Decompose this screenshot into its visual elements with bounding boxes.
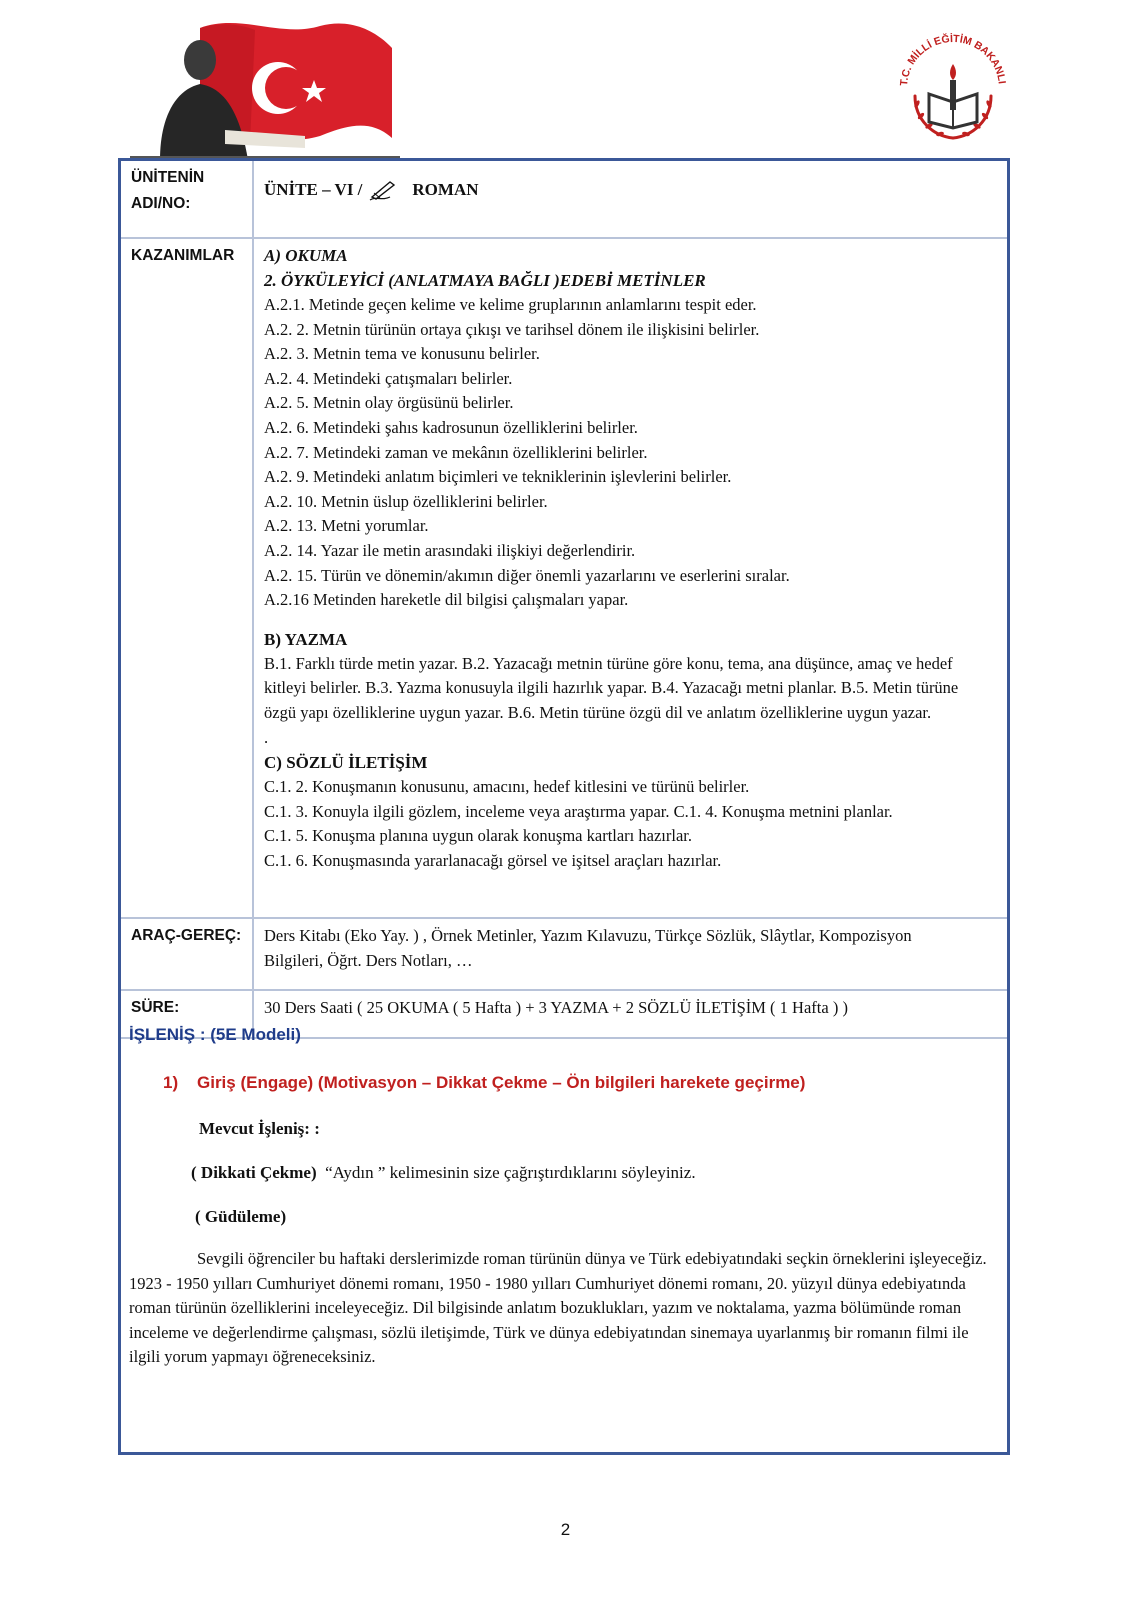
list-item: A.2. 14. Yazar ile metin arasındaki ilişkiyi değerlendirir. [264, 540, 636, 560]
lesson-plan-table [121, 161, 1007, 1039]
guduleme-label: ( Güdüleme) [195, 1207, 287, 1226]
kazanimlar-value [254, 239, 1007, 917]
sure-value: 30 Ders Saati ( 25 OKUMA ( 5 Hafta ) + 3 YAZMA + 2 SÖZLÜ İLETİŞİM ( 1 Hafta ) ) [264, 998, 848, 1017]
list-item: A.2. 6. Metindeki şahıs kadrosunun özelliklerini belirler. [264, 417, 638, 437]
yazma-text: B.1. Farklı türde metin yazar. B.2. Yazacağı metnin türüne göre konu, tema, ana düşünce, amaç ve hedef kitleyi belirler. B.3. Yazma konusuyla ilgili hazırlık yapar. B.4. Yazacağı metni planlar. B.5. Metin türüne özgü yapı özelliklerine uygun yazar. B.6. Metin türüne özgü dil ve anlatım özelliklerine uygun yazar. [264, 653, 959, 722]
arac-gerec-value: Ders Kitabı (Eko Yay. ) , Örnek Metinler, Yazım Kılavuzu, Türkçe Sözlük, Slâytlar, Kompozisyon Bilgileri, Öğrt. Ders Notları, … [264, 926, 912, 970]
header-flag-illustration [130, 18, 400, 160]
list-item: C.1. 6. Konuşmasında yararlanacağı görsel ve işitsel araçları hazırlar. [264, 850, 722, 870]
yazma-dot: . [264, 727, 269, 747]
list-item: C.1. 5. Konuşma planına uygun olarak konuşma kartları hazırlar. [264, 826, 692, 846]
unit-code: ÜNİTE – VI / [264, 180, 363, 199]
list-item: A.2. 10. Metnin üslup özelliklerini belirler. [264, 491, 548, 511]
unit-row [121, 161, 1007, 239]
list-item: A.2. 2. Metnin türünün ortaya çıkışı ve tarihsel dönem ile ilişkisini belirler. [264, 319, 760, 339]
kazanimlar-label: KAZANIMLAR [121, 239, 254, 917]
page-number: 2 [560, 1520, 571, 1539]
ministry-logo [893, 24, 1013, 144]
list-item: C.1. 3. Konuyla ilgili gözlem, inceleme veya araştırma yapar. C.1. 4. Konuşma metnini planlar. [264, 801, 893, 821]
list-item: A.2.16 Metinden hareketle dil bilgisi çalışmaları yapar. [264, 590, 629, 610]
guduleme-paragraph: Sevgili öğrenciler bu haftaki derslerimizde roman türünün dünya ve Türk edebiyatındaki seçkin örneklerini işleyeceğiz. 1923 - 1950 yılları Cumhuriyet dönemi romanı, 1950 - 1980 yılları Cumhuriyet dönemi romanı, 20. yüzyıl dünya edebiyatında roman türünün özelliklerini inceleyeceğiz. Dil bilgisinde anlatım bozuklukları, yazım ve noktalama, yazma bölümünde roman inceleme ve değerlendirme çalışması, sözlü iletişimde, Türk ve dünya edebiyatından sinemaya uyarlanmış bir romanın filmi ile ilgili yorum yapmayı öğreneceksiniz. [129, 1249, 987, 1367]
unit-title: ROMAN [412, 180, 479, 199]
dikkat-cekme-label: ( Dikkati Çekme) [191, 1163, 317, 1182]
list-item: A.2.1. Metinde geçen kelime ve kelime gruplarının anlamlarını tespit eder. [264, 295, 757, 314]
kazanimlar-row [121, 239, 1007, 919]
yazma-heading: B) YAZMA [264, 629, 348, 649]
islenis-title: İŞLENİŞ : (5E Modeli) [129, 1025, 301, 1044]
unit-label: ÜNİTENİN ADI/NO: [121, 161, 254, 237]
okuma-subheading: 2. ÖYKÜLEYİCİ (ANLATMAYA BAĞLI )EDEBİ METİNLER [264, 271, 706, 290]
list-item: A.2. 15. Türün ve dönemin/akımın diğer önemli yazarlarını ve eserlerini sıralar. [264, 565, 790, 585]
sure-label: SÜRE: [121, 991, 254, 1037]
list-item: A.2. 13. Metni yorumlar. [264, 516, 429, 536]
svg-text:T.C. MİLLİ EĞİTİM BAKANLIĞI: T.C. MİLLİ EĞİTİM BAKANLI [898, 32, 1008, 87]
list-item: A.2. 3. Metnin tema ve konusunu belirler. [264, 344, 540, 364]
list-item: C.1. 2. Konuşmanın konusunu, amacını, hedef kitlesini ve türünü belirler. [264, 777, 750, 797]
okuma-items [264, 293, 997, 613]
unit-value [254, 161, 1007, 237]
writing-pen-icon [368, 179, 398, 201]
sozlu-items [264, 775, 997, 873]
okuma-heading: A) OKUMA [264, 246, 348, 265]
sozlu-heading: C) SÖZLÜ İLETİŞİM [264, 753, 428, 773]
arac-gerec-label: ARAÇ-GEREÇ: [121, 919, 254, 989]
lesson-plan-frame [118, 158, 1010, 1455]
list-item: A.2. 4. Metindeki çatışmaları belirler. [264, 368, 513, 388]
engage-step-title: Giriş (Engage) (Motivasyon – Dikkat Çekme – Ön bilgileri harekete geçirme) [197, 1073, 806, 1092]
list-item: A.2. 9. Metindeki anlatım biçimleri ve tekniklerinin işlevlerini belirler. [264, 467, 732, 487]
dikkat-cekme-text: “Aydın ” kelimesinin size çağrıştırdıklarını söyleyiniz. [325, 1163, 696, 1182]
dikkat-cekme-line [191, 1163, 696, 1183]
arac-gerec-row [121, 919, 1007, 991]
engage-step-heading [163, 1073, 805, 1093]
list-item: A.2. 5. Metnin olay örgüsünü belirler. [264, 393, 514, 413]
list-item: A.2. 7. Metindeki zaman ve mekânın özelliklerini belirler. [264, 442, 648, 462]
mevcut-islenis-label: Mevcut İşleniş: : [199, 1119, 320, 1138]
engage-step-number: 1) [163, 1073, 179, 1092]
